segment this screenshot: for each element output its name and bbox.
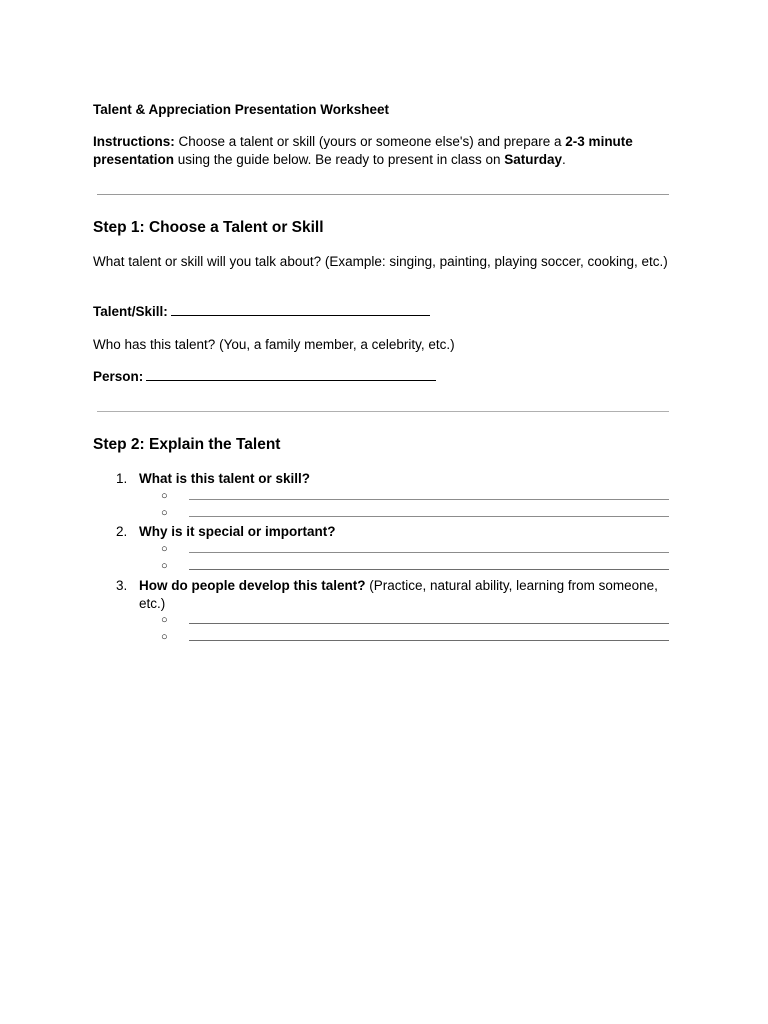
person-field[interactable]	[93, 368, 436, 386]
answer-line[interactable]	[161, 489, 669, 506]
talent-skill-blank[interactable]	[171, 303, 430, 316]
section-divider	[97, 411, 669, 412]
hollow-bullet-icon: ○	[161, 490, 168, 502]
instructions-text-1: Choose a talent or skill (yours or someone else's) and prepare a	[174, 134, 566, 149]
person-blank[interactable]	[146, 368, 436, 381]
answer-line[interactable]	[161, 542, 669, 559]
instructions-paragraph	[93, 133, 669, 169]
instructions-day: Saturday	[504, 152, 563, 167]
hollow-bullet-icon: ○	[161, 507, 168, 519]
answer-blank[interactable]	[189, 516, 669, 517]
instructions-duration: 2-3 minute presentation	[93, 134, 633, 167]
answer-blank[interactable]	[189, 552, 669, 553]
step-1-question-person: Who has this talent? (You, a family member, a celebrity, etc.)	[93, 337, 455, 352]
question-hint-text: (Practice, natural ability, learning from someone, etc.)	[139, 578, 658, 611]
answer-blank[interactable]	[189, 569, 669, 570]
hollow-bullet-icon: ○	[161, 543, 168, 555]
instructions-text-3: .	[562, 152, 566, 167]
instructions-label: Instructions:	[93, 134, 175, 149]
answer-line[interactable]	[161, 506, 669, 523]
hollow-bullet-icon: ○	[161, 631, 168, 643]
answer-blank[interactable]	[189, 640, 669, 641]
question-number: 3.	[116, 578, 128, 593]
page-title: Talent & Appreciation Presentation Worksheet	[93, 102, 390, 117]
step-2-heading: Step 2: Explain the Talent	[93, 436, 281, 453]
question-number: 2.	[116, 524, 128, 539]
step-1-heading: Step 1: Choose a Talent or Skill	[93, 219, 324, 236]
question-bold-text: Why is it special or important?	[139, 524, 336, 539]
talent-skill-label: Talent/Skill:	[93, 304, 168, 319]
instructions-text-2: using the guide below. Be ready to present in class on	[174, 152, 505, 167]
question-text	[139, 523, 669, 541]
answer-line[interactable]	[161, 559, 669, 576]
question-bold-text: How do people develop this talent?	[139, 578, 366, 593]
question-text	[139, 577, 669, 613]
talent-skill-field[interactable]	[93, 303, 430, 321]
question-text	[139, 470, 669, 488]
answer-line[interactable]	[161, 613, 669, 630]
answer-blank[interactable]	[189, 499, 669, 500]
question-number: 1.	[116, 471, 128, 486]
section-divider	[97, 194, 669, 195]
step-1-question-talent: What talent or skill will you talk about? (Example: singing, painting, playing soccer, cooking, etc.)	[93, 254, 668, 269]
hollow-bullet-icon: ○	[161, 560, 168, 572]
hollow-bullet-icon: ○	[161, 614, 168, 626]
person-label: Person:	[93, 369, 144, 384]
answer-line[interactable]	[161, 630, 669, 647]
answer-blank[interactable]	[189, 623, 669, 624]
question-bold-text: What is this talent or skill?	[139, 471, 311, 486]
